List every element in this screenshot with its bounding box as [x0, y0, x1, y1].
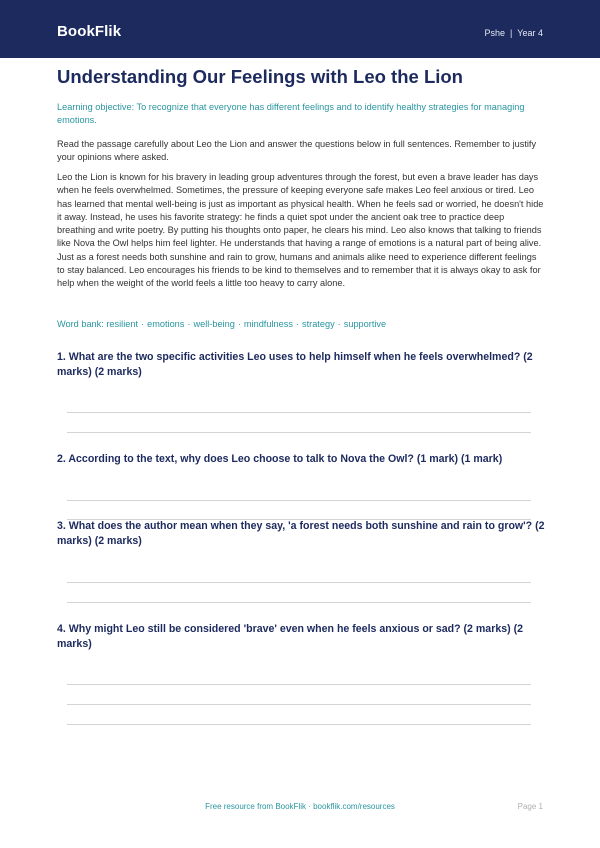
- word-bank-separator: ·: [141, 319, 145, 329]
- word-bank-separator: ·: [237, 319, 241, 329]
- word-bank-separator: ·: [187, 319, 191, 329]
- question-3: 3. What does the author mean when they say, 'a forest needs both sunshine and rain to grow'? (2 marks) (2 marks): [57, 520, 545, 547]
- word-bank-word: emotions: [147, 319, 185, 329]
- footer-resource-link[interactable]: Free resource from BookFlik · bookflik.com/resources: [205, 802, 395, 811]
- meta-separator: |: [509, 28, 513, 38]
- word-bank-label: Word bank:: [57, 319, 104, 329]
- word-bank-word: well-being: [193, 319, 235, 329]
- answer-line-q2-1[interactable]: [67, 500, 531, 501]
- question-4: 4. Why might Leo still be considered 'brave' even when he feels anxious or sad? (2 marks) (2 marks): [57, 623, 524, 650]
- answer-line-q4-2[interactable]: [67, 704, 531, 705]
- reading-passage: Leo the Lion is known for his bravery in leading group adventures through the forest, but even a brave leader has days when he feels overwhelmed. Sometimes, the pressure of keeping everyone safe makes Leo feel anxious or tired. Leo has learned that mental well-being is just as important as physical health. When he feels sad or worried, he doesn't hide it away. Instead, he uses his favorite strategy: he finds a quiet spot under the ancient oak tree to practice deep breathing and write poetry. By putting his thoughts onto paper, he clears his mind. Leo also knows that talking to friends like Nova the Owl helps him feel lighter. He understands that having a range of emotions is a natural part of being alive. Just as a forest needs both sunshine and rain to grow, humans and animals alike need to experience different feelings to stay balanced. Leo encourages his friends to be kind to themselves and to remember that it is always okay to ask for help when the weight of the world feels a little too heavy to carry alone.: [57, 172, 544, 289]
- page-number: Page 1: [517, 802, 543, 811]
- subject-year-label: [484, 28, 543, 38]
- word-bank-word: strategy: [301, 319, 335, 329]
- answer-line-q4-1[interactable]: [67, 684, 531, 685]
- question-2: 2. According to the text, why does Leo choose to talk to Nova the Owl? (1 mark) (1 mark): [57, 453, 503, 465]
- learning-objective: Learning objective: To recognize that everyone has different feelings and to identify healthy strategies for managing emotions.: [57, 102, 525, 125]
- answer-line-q1-1[interactable]: [67, 412, 531, 413]
- answer-line-q3-1[interactable]: [67, 582, 531, 583]
- answer-line-q1-2[interactable]: [67, 432, 531, 433]
- instructions-text: Read the passage carefully about Leo the Lion and answer the questions below in full sentences. Remember to justify your opinions where asked.: [57, 139, 537, 162]
- word-bank-word: resilient: [106, 319, 139, 329]
- subject-label: Pshe: [484, 28, 505, 38]
- page-header: [0, 0, 600, 58]
- year-label: Year 4: [517, 28, 543, 38]
- word-bank-word: supportive: [343, 319, 387, 329]
- word-bank: [57, 319, 386, 329]
- question-1: 1. What are the two specific activities Leo uses to help himself when he feels overwhelmed? (2 marks) (2 marks): [57, 351, 533, 378]
- word-bank-separator: ·: [295, 319, 299, 329]
- word-bank-separator: ·: [337, 319, 341, 329]
- answer-line-q4-3[interactable]: [67, 724, 531, 725]
- word-bank-word: mindfulness: [243, 319, 293, 329]
- worksheet-title: Understanding Our Feelings with Leo the Lion: [57, 66, 463, 87]
- answer-line-q3-2[interactable]: [67, 602, 531, 603]
- brand-logo-text: BookFlik: [57, 23, 122, 40]
